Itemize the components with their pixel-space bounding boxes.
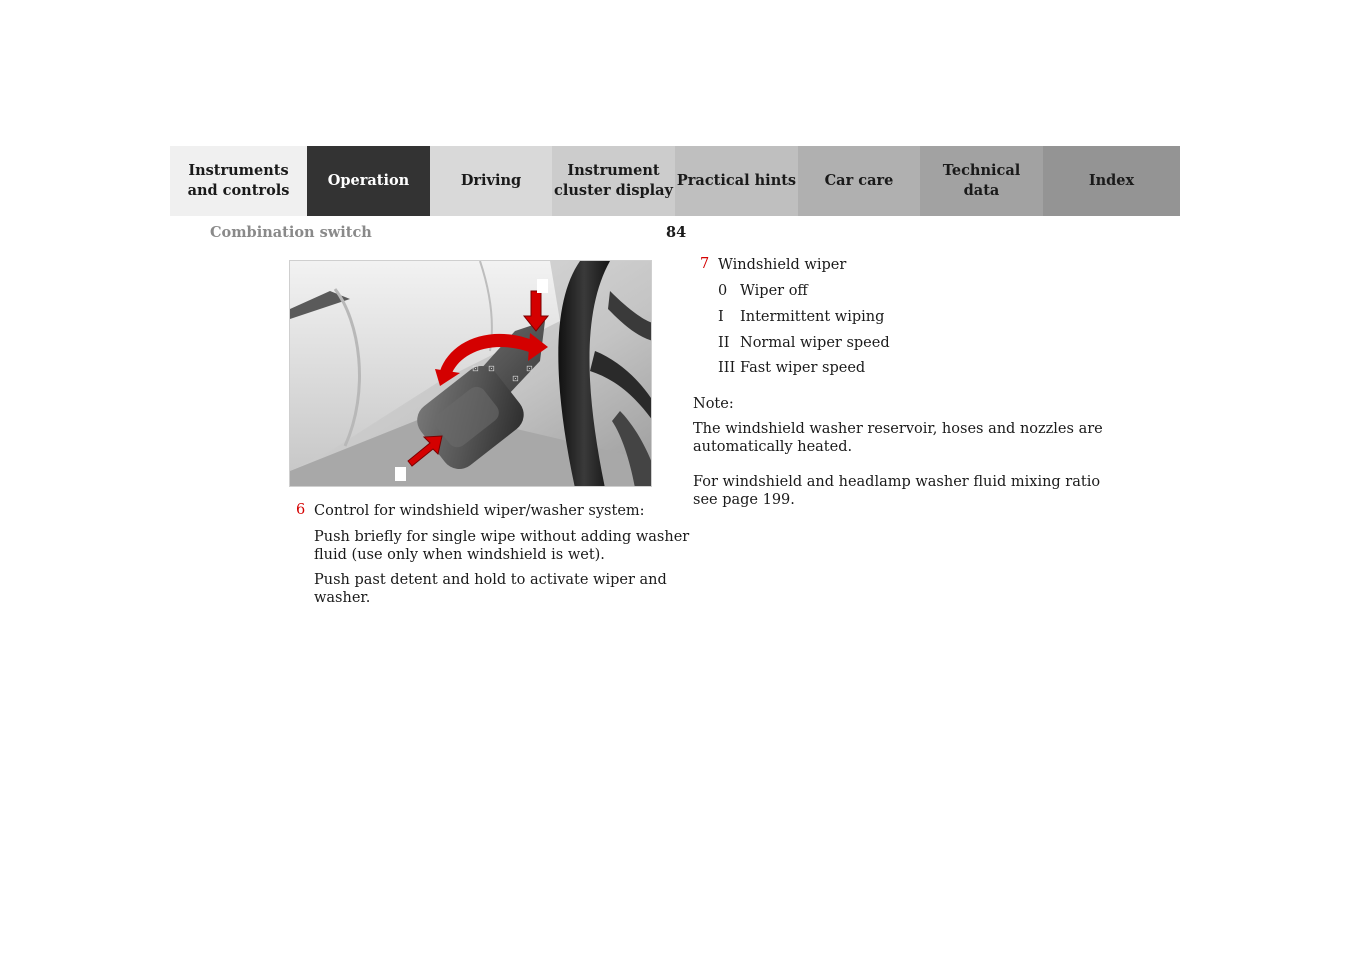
wiper-position-symbol: III xyxy=(718,360,736,376)
wiper-position-label: Fast wiper speed xyxy=(740,360,866,376)
item-number-7: 7 xyxy=(700,256,710,272)
tab-label: cluster display xyxy=(554,182,673,199)
tab-instruments-and-controls[interactable] xyxy=(170,146,307,216)
combination-switch-illustration xyxy=(289,260,652,487)
item-number-6: 6 xyxy=(296,502,306,518)
wiper-position-label: Intermittent wiping xyxy=(740,309,885,325)
wiper-position-label: Normal wiper speed xyxy=(740,335,890,351)
wiper-position-symbol: II xyxy=(718,335,730,351)
svg-text:⊡: ⊡ xyxy=(472,364,479,373)
tab-label: data xyxy=(963,182,1000,199)
tab-car-care[interactable] xyxy=(798,146,920,216)
item-7-title: Windshield wiper xyxy=(718,257,847,273)
tab-label: Practical hints xyxy=(676,172,797,189)
tab-label: Technical xyxy=(942,162,1021,179)
svg-text:⊡: ⊡ xyxy=(488,364,495,373)
chapter-tab-bar xyxy=(170,146,1180,216)
tab-driving[interactable] xyxy=(430,146,552,216)
svg-text:⊡: ⊡ xyxy=(512,374,519,383)
tab-index[interactable] xyxy=(1043,146,1180,216)
wiper-position-label: Wiper off xyxy=(740,283,808,299)
item-6-title: Control for windshield wiper/washer system: xyxy=(314,503,645,519)
mixing-ratio-line-1: For windshield and headlamp washer fluid mixing ratio xyxy=(693,474,1101,490)
section-title: Combination switch xyxy=(210,224,372,241)
callout-6: 6 xyxy=(398,470,405,481)
tab-label: Car care xyxy=(824,172,894,189)
wiper-position-symbol: 0 xyxy=(718,283,728,299)
item-6-paragraph-2-line-2: washer. xyxy=(314,590,371,606)
item-6-paragraph-2-line-1: Push past detent and hold to activate wiper and xyxy=(314,572,667,588)
note-line-2: automatically heated. xyxy=(693,439,853,455)
wiper-position-symbol: I xyxy=(718,309,724,325)
tab-instrument-cluster-display[interactable] xyxy=(552,146,675,216)
tab-label: Operation xyxy=(327,172,410,189)
mixing-ratio-line-2: see page 199. xyxy=(693,492,795,508)
svg-text:⊡: ⊡ xyxy=(526,364,533,373)
tab-technical-data[interactable] xyxy=(920,146,1043,216)
tab-label: Index xyxy=(1088,172,1135,189)
tab-label: and controls xyxy=(187,182,290,199)
tab-practical-hints[interactable] xyxy=(675,146,798,216)
callout-7: 7 xyxy=(540,282,547,293)
tab-label: Instruments xyxy=(188,162,289,179)
item-6-paragraph-1-line-2: fluid (use only when windshield is wet). xyxy=(314,547,605,563)
page-number: 84 xyxy=(666,224,687,241)
note-label: Note: xyxy=(693,396,734,412)
item-6-paragraph-1-line-1: Push briefly for single wipe without adding washer xyxy=(314,529,690,545)
note-line-1: The windshield washer reservoir, hoses and nozzles are xyxy=(693,421,1103,437)
tab-label: Driving xyxy=(460,172,522,189)
tab-label: Instrument xyxy=(567,162,660,179)
tab-operation[interactable] xyxy=(307,146,430,216)
